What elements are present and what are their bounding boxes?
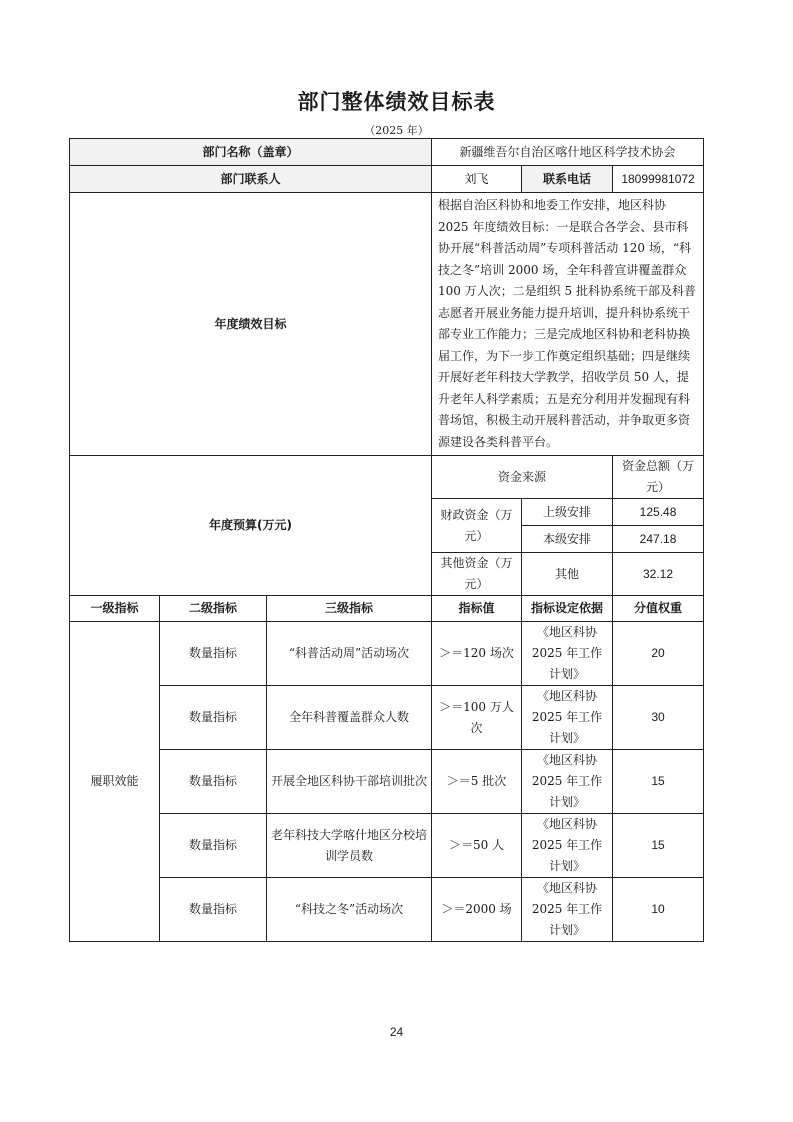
weight-cell: 30: [613, 686, 704, 750]
header-value: 指标值: [432, 596, 522, 622]
header-weight: 分值权重: [613, 596, 704, 622]
level3-cell: 全年科普覆盖群众人数: [267, 686, 432, 750]
contact-value: 刘飞: [432, 166, 522, 193]
weight-cell: 10: [613, 878, 704, 942]
fiscal-fund-label: 财政资金（万元）: [432, 499, 522, 553]
level3-cell: 开展全地区科协干部培训批次: [267, 750, 432, 814]
other-fund-label: 其他资金（万元）: [432, 553, 522, 596]
phone-label: 联系电话: [522, 166, 613, 193]
level3-cell: “科技之冬”活动场次: [267, 878, 432, 942]
budget-label: 年度预算(万元): [70, 456, 432, 596]
fund-total-header: 资金总额（万元）: [613, 456, 704, 499]
basis-cell: 《地区科协2025 年工作计划》: [522, 750, 613, 814]
indicator-value-cell: ＞＝5 批次: [432, 750, 522, 814]
indicator-header-row: [70, 596, 704, 622]
header-level1: 一级指标: [70, 596, 160, 622]
upper-allocation-label: 上级安排: [522, 499, 613, 526]
indicator-value-cell: ＞＝50 人: [432, 814, 522, 878]
level2-cell: 数量指标: [160, 686, 267, 750]
table-row: [70, 686, 704, 750]
goal-label: 年度绩效目标: [70, 193, 432, 456]
fund-source-header: 资金来源: [432, 456, 613, 499]
basis-cell: 《地区科协2025 年工作计划》: [522, 878, 613, 942]
level2-cell: 数量指标: [160, 878, 267, 942]
basis-cell: 《地区科协2025 年工作计划》: [522, 622, 613, 686]
performance-table: [69, 138, 704, 942]
table-row: [70, 750, 704, 814]
level2-cell: 数量指标: [160, 814, 267, 878]
local-allocation-value: 247.18: [613, 526, 704, 553]
table-row: [70, 814, 704, 878]
indicator-value-cell: ＞＝2000 场: [432, 878, 522, 942]
basis-cell: 《地区科协2025 年工作计划》: [522, 814, 613, 878]
level2-cell: 数量指标: [160, 622, 267, 686]
level3-cell: 老年科技大学喀什地区分校培训学员数: [267, 814, 432, 878]
header-level2: 二级指标: [160, 596, 267, 622]
page-title: 部门整体绩效目标表: [297, 90, 496, 114]
local-allocation-label: 本级安排: [522, 526, 613, 553]
dept-name-label: 部门名称（盖章）: [70, 139, 432, 166]
year-subtitle: （2025 年）: [364, 124, 429, 137]
basis-cell: 《地区科协2025 年工作计划》: [522, 686, 613, 750]
dept-name-value: 新疆维吾尔自治区喀什地区科学技术协会: [432, 139, 704, 166]
other-sub-label: 其他: [522, 553, 613, 596]
table-row: [70, 622, 704, 686]
page-number: 24: [389, 1025, 404, 1039]
level1-indicator: 履职效能: [70, 622, 160, 942]
other-fund-value: 32.12: [613, 553, 704, 596]
indicator-value-cell: ＞＝100 万人次: [432, 686, 522, 750]
weight-cell: 20: [613, 622, 704, 686]
weight-cell: 15: [613, 750, 704, 814]
phone-value: 18099981072: [613, 166, 704, 193]
goal-text: 根据自治区科协和地委工作安排，地区科协 2025 年度绩效目标：一是联合各学会、县市科协开展“科普活动周”专项科普活动 120 场，“科技之冬”培训 2000 场，全年科普宣讲覆盖群众 100 万人次；二是组织 5 批科协系统干部及科普志愿者开展业务能力提升培训，提升科协系统干部专业工作能力；三是完成地区科协和老科协换届工作，为下一步工作奠定组织基础；四是继续开展好老年科技大学教学，招收学员 50 人，提升老年人科学素质；五是充分利用并发掘现有科普场馆，积极主动开展科普活动，并争取更多资源建设各类科普平台。: [432, 193, 704, 456]
header-level3: 三级指标: [267, 596, 432, 622]
level3-cell: “科普活动周”活动场次: [267, 622, 432, 686]
indicator-value-cell: ＞＝120 场次: [432, 622, 522, 686]
contact-label: 部门联系人: [70, 166, 432, 193]
table-row: [70, 878, 704, 942]
level2-cell: 数量指标: [160, 750, 267, 814]
header-basis: 指标设定依据: [522, 596, 613, 622]
weight-cell: 15: [613, 814, 704, 878]
upper-allocation-value: 125.48: [613, 499, 704, 526]
